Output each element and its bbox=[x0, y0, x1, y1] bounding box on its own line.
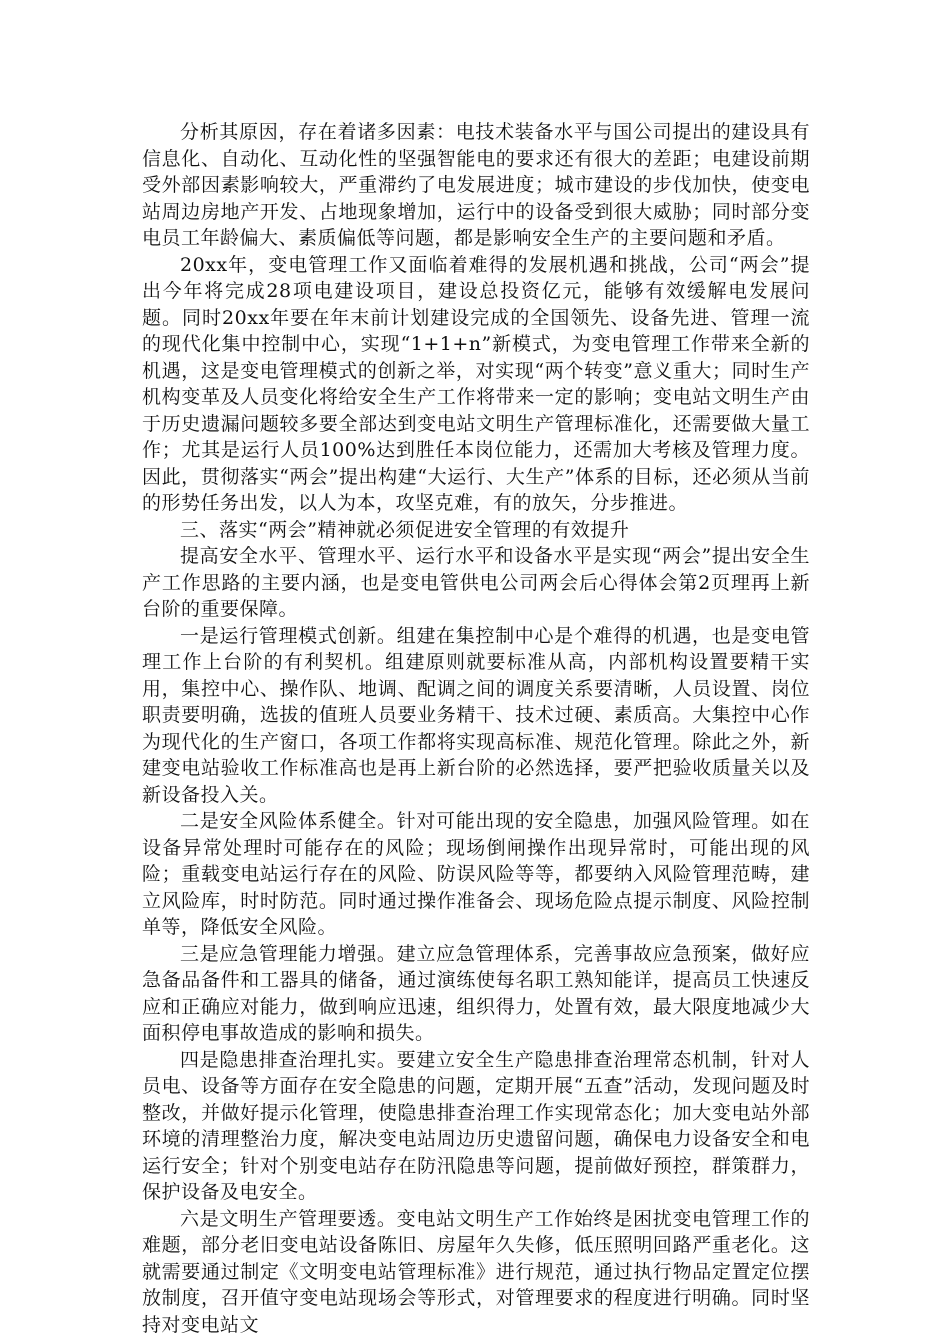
document-body bbox=[142, 119, 810, 1338]
paragraph-point-6: 六是文明生产管理要透。变电站文明生产工作始终是困扰变电管理工作的难题，部分老旧变电站设备陈旧、房屋年久失修，低压照明回路严重老化。这就需要通过制定《文明变电站管理标准》进行规范，通过执行物品定置定位摆放制度，召开值守变电站现场会等形式，对管理要求的程度进行明确。同时坚持对变电站文 bbox=[142, 1207, 810, 1336]
paragraph-point-4: 四是隐患排查治理扎实。要建立安全生产隐患排查治理常态机制，针对人员电、设备等方面存在安全隐患的问题，定期开展“五查”活动，发现问题及时整改，并做好提示化管理，使隐患排查治理工作实现常态化；加大变电站外部环境的清理整治力度，解决变电站周边历史遗留问题，确保电力设备安全和电运行安全；针对个别变电站存在防汛隐患等问题，提前做好预控，群策群力，保护设备及电安全。 bbox=[142, 1048, 810, 1203]
section-heading-3: 三、落实“两会”精神就必须促进安全管理的有效提升 bbox=[180, 518, 630, 541]
paragraph-point-1: 一是运行管理模式创新。组建在集控制中心是个难得的机遇，也是变电管理工作上台阶的有利契机。组建原则就要标准从高，内部机构设置要精干实用，集控中心、操作队、地调、配调之间的调度关系要清晰，人员设置、岗位职责要明确，选拔的值班人员要业务精干、技术过硬、素质高。大集控中心作为现代化的生产窗口，各项工作都将实现高标准、规范化管理。除此之外，新建变电站验收工作标准高也是再上新台阶的必然选择，要严把验收质量关以及新设备投入关。 bbox=[142, 624, 810, 806]
paragraph-causes: 分析其原因，存在着诸多因素：电技术装备水平与国公司提出的建设具有信息化、自动化、互动化性的坚强智能电的要求还有很大的差距；电建设前期受外部因素影响较大，严重滞约了电发展进度；城市建设的步伐加快，使变电站周边房地产开发、占地现象增加，运行中的设备受到很大威胁；同时部分变电员工年龄偏大、素质偏低等问题，都是影响安全生产的主要问题和矛盾。 bbox=[142, 121, 810, 249]
paragraph-point-3: 三是应急管理能力增强。建立应急管理体系，完善事故应急预案，做好应急备品备件和工器具的储备，通过演练使每名职工熟知能详，提高员工快速反应和正确应对能力，做到响应迅速，组织得力，处置有效，最大限度地减少大面积停电事故造成的影响和损失。 bbox=[142, 942, 810, 1044]
paragraph-opportunities: 20xx年，变电管理工作又面临着难得的发展机遇和挑战，公司“两会”提出今年将完成28项电建设项目，建设总投资亿元，能够有效缓解电发展问题。同时20xx年要在年末前计划建设完成的全国领先、设备先进、管理一流的现代化集中控制中心，实现“1+1+n”新模式，为变电管理工作带来全新的机遇，这是变电管理模式的创新之举，对实现“两个转变”意义重大；同时生产机构变革及人员变化将给安全生产工作将带来一定的影响；变电站文明生产由于历史遗漏问题较多要全部达到变电站文明生产管理标准化，还需要做大量工作；尤其是运行人员100%达到胜任本岗位能力，还需加大考核及管理力度。因此，贯彻落实“两会”提出构建“大运行、大生产”体系的目标，还必须从当前的形势任务出发，以人为本，攻坚克难，有的放矢，分步推进。 bbox=[142, 253, 810, 514]
paragraph-point-2: 二是安全风险体系健全。针对可能出现的安全隐患，加强风险管理。如在设备异常处理时可能存在的风险；现场倒闸操作出现异常时，可能出现的风险；重载变电站运行存在的风险、防误风险等等，都要纳入风险管理范畴，建立风险库，时时防范。同时通过操作准备会、现场危险点提示制度、风险控制单等，降低安全风险。 bbox=[142, 810, 810, 938]
paragraph-safety-levels: 提高安全水平、管理水平、运行水平和设备水平是实现“两会”提出安全生产工作思路的主要内涵，也是变电管供电公司两会后心得体会第2页理再上新台阶的重要保障。 bbox=[142, 545, 810, 620]
